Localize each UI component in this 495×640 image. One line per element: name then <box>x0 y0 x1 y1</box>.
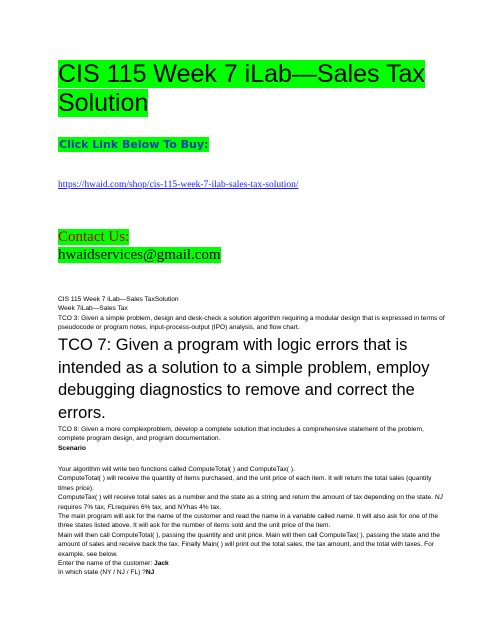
intro-tco3: TCO 3: Given a simple problem, design and desk-check a solution algorithm requiring a modular design that is expressed in terms of pseudocode or program notes, input-process-output (IPO) analysis, and flow chart. <box>58 314 445 332</box>
intro-line-2: Week 7iLab—Sales Tax <box>58 305 128 313</box>
product-link[interactable]: https://hwaid.com/shop/cis-115-week-7-ilab-sales-tax-solution/ <box>58 180 299 190</box>
tco8-text: TCO 8: Given a more complexproblem, develop a complete solution that includes a comprehensive statement of the problem, complete program design, and program documentation. <box>58 426 424 443</box>
tco7-heading: TCO 7: Given a program with logic errors that is intended as a solution to a simple problem, employ debugging diagnostics to remove and correct the errors. <box>58 336 430 422</box>
intro-line-1: CIS 115 Week 7 iLab—Sales TaxSolution <box>58 296 179 303</box>
tco8-block <box>58 425 448 453</box>
body-p5: Main will then call ComputeTotal( ), passing the quantity and unit price. Main will then call ComputeTax( ), passing the state and the amount of sales and receive back the tax. Finally Main( ) will print out the total sales, the tax amount, and the total with taxes. For example, see below. <box>58 531 440 558</box>
body-p6: Enter the name of the customer: Jack <box>58 560 169 568</box>
contact-email[interactable]: hwaidservices@gmail.com <box>58 247 221 263</box>
body-p7: In which state (NY / NJ / FL) ?NJ <box>58 569 155 577</box>
intro-block <box>58 295 448 333</box>
body-p3: ComputeTax( ) will receive total sales as a number and the state as a string and return the amount of tax depending on the state. NJ requires 7% tax, FLrequires 6% tax, and NYhas 4% tax. <box>58 494 443 511</box>
body-p4: The main program will ask for the name of the customer and read the name in a variable called name. It will also ask for one of the three states listed above. It will ask for the number of items sold and the unit price of the item. <box>58 513 439 530</box>
scenario-body <box>58 465 448 578</box>
contact-block <box>58 228 221 264</box>
body-p2: ComputeTotal( ) will receive the quantity of items purchased, and the unit price of each item. It will return the total sales (quantity times price). <box>58 475 432 492</box>
document-title <box>58 60 438 118</box>
scenario-label: Scenario <box>58 444 86 452</box>
title-text: CIS 115 Week 7 iLab—Sales Tax Solution <box>58 60 425 117</box>
contact-label: Contact Us: <box>58 229 130 245</box>
body-p1: Your algorithm will write two functions called ComputeTotal( ) and ComputeTax( ). <box>58 466 295 473</box>
buy-label: Click Link Below To Buy: <box>59 138 209 151</box>
